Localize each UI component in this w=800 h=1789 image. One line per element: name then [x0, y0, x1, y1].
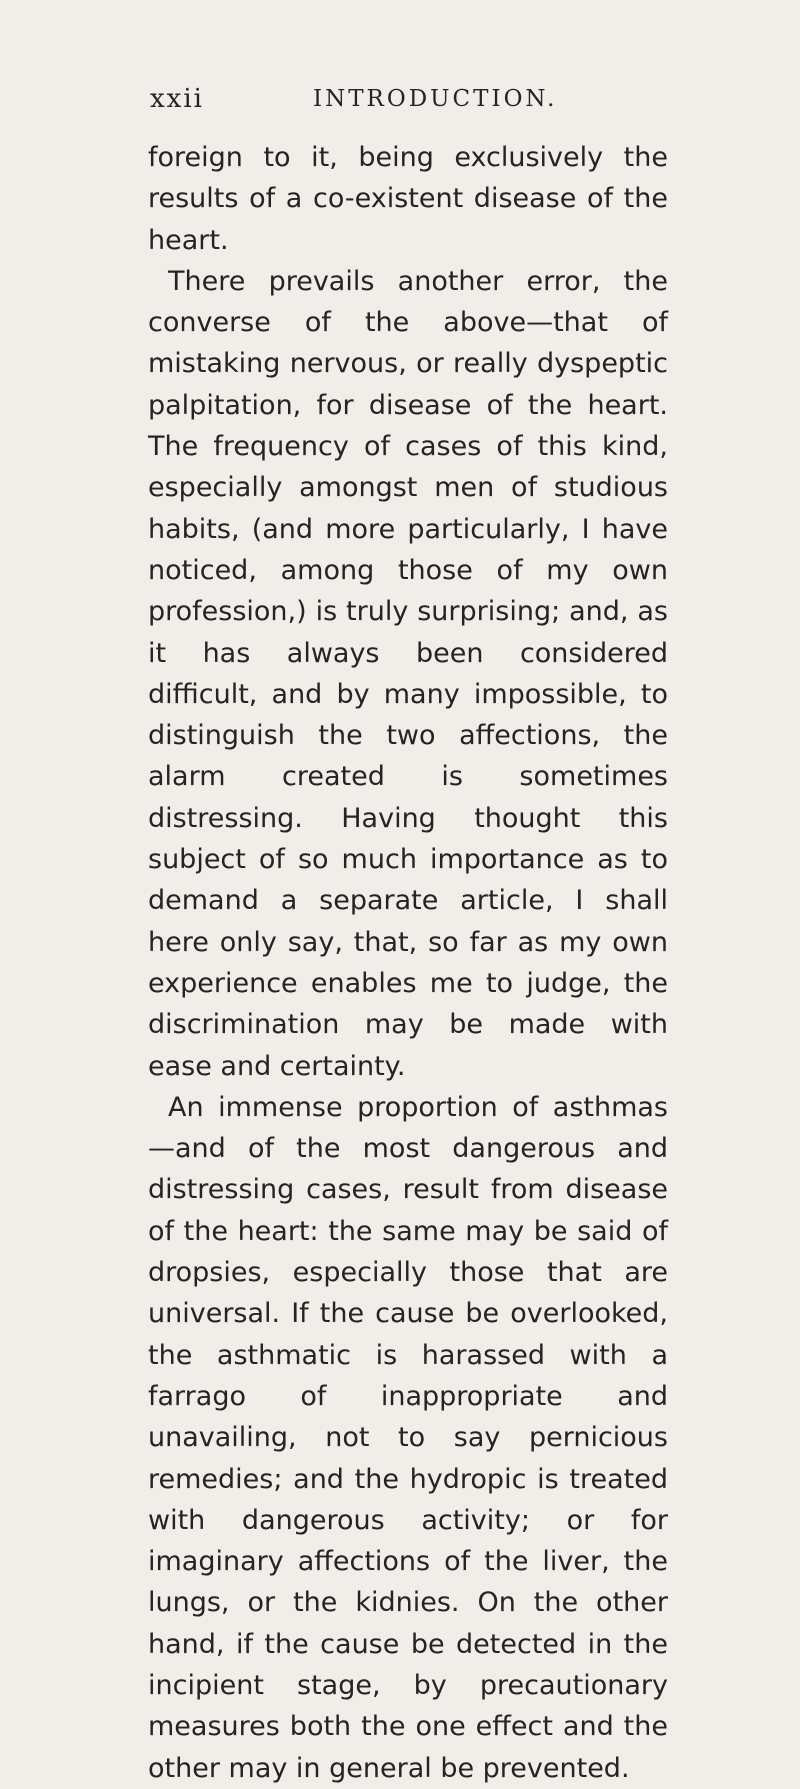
paragraph-asthmas-dropsies: An immense proportion of asthmas—and of the most dangerous and distressing cases, result from disease of the heart: the same may be said of dropsies, especially those that are universal. If the cause be overlooked, the asthmatic is harassed with a farrago of inappropriate and unavailing, not to say pernicious remedies; and the hydropic is treated with dangerous activity; or for imaginary affections of the liver, the lungs, or the kidnies. On the other hand, if the cause be detected in the incipient stage, by precautionary measures both the one effect and the other may in general be prevented. [148, 1091, 668, 1784]
running-head [0, 84, 800, 118]
paragraph-nervous-palpitation: There prevails another error, the converse of the above—that of mistaking nervous, or really dyspeptic palpitation, for disease of the heart. The frequency of cases of this kind, especially amongst men of studious habits, (and more particularly, I have noticed, among those of my own profession,) is truly surprising; and, as it has always been considered difficult, and by many impossible, to distinguish the two affections, the alarm created is sometimes distressing. Having thought this subject of so much importance as to demand a separate article, I shall here only say, that, so far as my own experience enables me to judge, the discrimination may be made with ease and certainty. [148, 265, 668, 1082]
body-text [148, 137, 668, 1789]
section-title: INTRODUCTION. [313, 86, 558, 112]
page-number: xxii [150, 84, 204, 114]
paragraph-continuation: foreign to it, being exclusively the results of a co-existent disease of the heart. [148, 142, 668, 256]
